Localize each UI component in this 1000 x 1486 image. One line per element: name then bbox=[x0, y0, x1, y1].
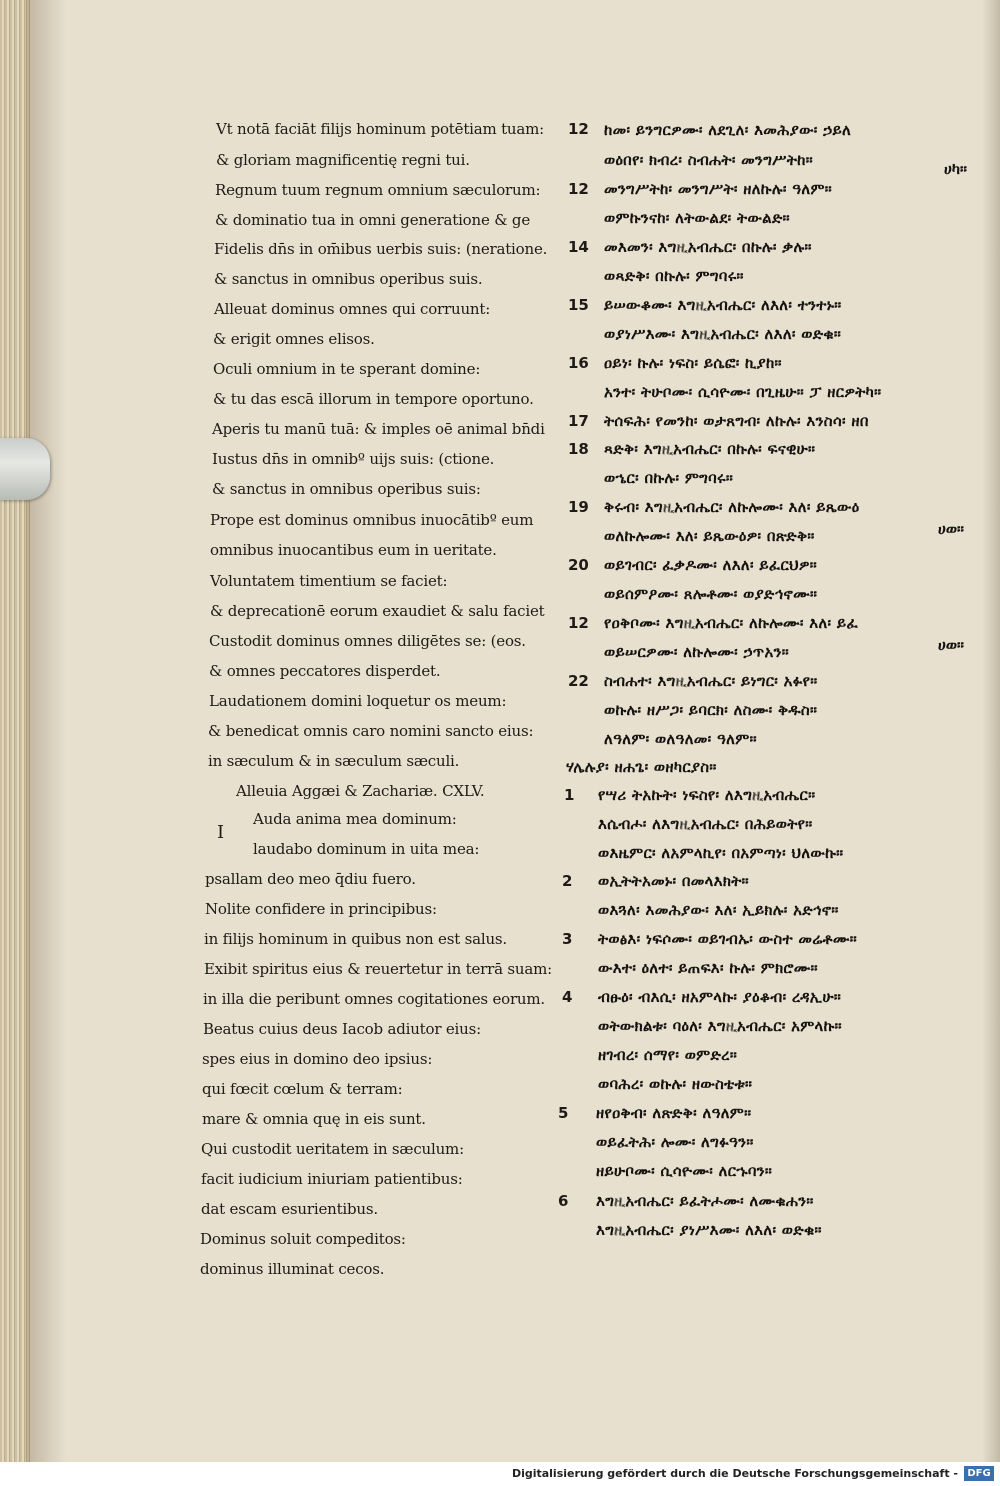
latin-line: in filijs hominum in quibus non est salus. bbox=[204, 930, 507, 948]
latin-line: & deprecationē eorum exaudiet & salu faciet bbox=[210, 602, 545, 620]
latin-line: spes eius in domino deo ipsius: bbox=[202, 1050, 433, 1068]
latin-line: & omnes peccatores disperdet. bbox=[209, 662, 441, 680]
verse-number: 12 bbox=[568, 180, 589, 198]
geez-line: ወይገብር፡ ፈቃዶሙ፡ ለእለ፡ ይፈርህዎ። bbox=[604, 556, 818, 574]
right-fold-shadow bbox=[982, 0, 1000, 1462]
geez-line: ትሰፍሕ፡ የመንከ፡ ወታጸግብ፡ ለኩሉ፡ እንስሳ፡ ዘበ bbox=[604, 412, 869, 430]
geez-side-note: ሀወ። bbox=[938, 520, 965, 538]
geez-line: ወይፈትሕ፡ ሎሙ፡ ለግፉዓን። bbox=[596, 1133, 754, 1151]
geez-line: ወምኩንናከ፡ ለትውልደ፡ ትውልድ። bbox=[604, 209, 790, 227]
geez-line: ወባሕረ፡ ወኩሉ፡ ዘውስቴቱ። bbox=[598, 1075, 753, 1093]
latin-line: Auda anima mea dominum: bbox=[253, 810, 457, 828]
geez-line: ቅሩብ፡ እግዚአብሔር፡ ለኩሎሙ፡ እለ፡ ይጼውዕ bbox=[604, 498, 860, 516]
latin-line: mare & omnia quę in eis sunt. bbox=[202, 1110, 426, 1128]
geez-line: ወያነሥእሙ፡ እግዚአብሔር፡ ለእለ፡ ወድቁ። bbox=[604, 325, 842, 343]
geez-line: ውእተ፡ ዕለተ፡ ይጠፍእ፡ ኩሉ፡ ምክሮሙ። bbox=[598, 959, 818, 977]
geez-line: ወኢትትአመኑ፡ በመላእክት። bbox=[598, 872, 749, 890]
geez-line: ጻድቅ፡ እግዚአብሔር፡ በኩሉ፡ ፍናዊሁ። bbox=[604, 440, 816, 458]
geez-line: ዘየዐቅብ፡ ለጽድቅ፡ ለዓለም። bbox=[596, 1104, 752, 1122]
geez-psalm-heading: ሃሌሉያ፡ ዘሐጌ፡ ወዘካርያስ። bbox=[566, 758, 717, 776]
geez-line: ወእጓለ፡ እመሕያው፡ እለ፡ ኢይክሉ፡ አድኅኖ። bbox=[598, 901, 839, 919]
latin-line: Oculi omnium in te sperant domine: bbox=[213, 360, 481, 378]
latin-line: Nolite confidere in principibus: bbox=[205, 900, 437, 918]
latin-line: Aperis tu manū tuā: & imples oē animal bn̄di bbox=[212, 420, 545, 438]
latin-line: & dominatio tua in omni generatione & ge bbox=[215, 211, 530, 229]
latin-line: dominus illuminat cecos. bbox=[200, 1260, 385, 1278]
latin-line: Prope est dominus omnibus inuocātibº eum bbox=[210, 511, 534, 529]
book-clip bbox=[0, 438, 50, 500]
latin-line: Custodit dominus omnes diligētes se: (eos. bbox=[209, 632, 526, 650]
latin-line: qui fœcit cœlum & terram: bbox=[202, 1080, 403, 1098]
latin-line: Vt notā faciāt filijs hominum potētiam tuam: bbox=[216, 120, 544, 138]
geez-line: ወዕበየ፡ ክብረ፡ ስብሐት፡ መንግሥትከ። bbox=[604, 151, 814, 169]
geez-line: ወእዜምር፡ ለአምላኪየ፡ በአምጣነ፡ ህለውኩ። bbox=[598, 844, 844, 862]
geez-line: ወይሠርዎሙ፡ ለኩሎሙ፡ ኃጥአን። bbox=[604, 643, 790, 661]
verse-number: 18 bbox=[568, 440, 589, 458]
geez-line: የዐቅቦሙ፡ እግዚአብሔር፡ ለኩሎሙ፡ እለ፡ ይፈ bbox=[604, 614, 859, 632]
latin-line: Laudationem domini loquetur os meum: bbox=[209, 692, 507, 710]
latin-line: Dominus soluit compeditos: bbox=[200, 1230, 406, 1248]
geez-line: እግዚአብሔር፡ ያነሥእሙ፡ ለእለ፡ ወድቁ። bbox=[596, 1221, 822, 1239]
verse-number: 4 bbox=[562, 988, 573, 1006]
latin-line: in illa die peribunt omnes cogitationes eorum. bbox=[203, 990, 545, 1008]
latin-line: & benedicat omnis caro nomini sancto eius: bbox=[208, 722, 534, 740]
latin-line: Beatus cuius deus Iacob adiutor eius: bbox=[203, 1020, 481, 1038]
geez-line: ስብሐተ፡ እግዚአብሔር፡ ይነግር፡ አፉየ። bbox=[604, 672, 818, 690]
latin-line: Iustus dn̄s in omnibº uijs suis: (ctione. bbox=[212, 450, 495, 468]
latin-line: in sæculum & in sæculum sæculi. bbox=[208, 752, 460, 770]
geez-line: ዘይሁቦሙ፡ ሲሳዮሙ፡ ለርኁባን። bbox=[596, 1162, 773, 1180]
dfg-logo: DFG bbox=[964, 1466, 994, 1481]
initial-letter: I bbox=[217, 822, 224, 843]
latin-line: & erigit omnes elisos. bbox=[213, 330, 375, 348]
geez-line: መእመን፡ እግዚአብሔር፡ በኩሉ፡ ቃሉ። bbox=[604, 238, 812, 256]
verse-number: 1 bbox=[564, 786, 575, 804]
geez-line: ወለኩሎሙ፡ እለ፡ ይጼውዕዎ፡ በጽድቅ። bbox=[604, 527, 815, 545]
latin-line: Fidelis dn̄s in om̄ibus uerbis suis: (neratione. bbox=[214, 240, 548, 258]
geez-side-note: ሀወ። bbox=[938, 636, 965, 654]
verse-number: 3 bbox=[562, 930, 573, 948]
geez-line: ወጻድቅ፡ በኩሉ፡ ምግባሩ። bbox=[604, 267, 744, 285]
geez-line: ወትውክልቱ፡ ባዕለ፡ እግዚአብሔር፡ አምላኩ። bbox=[598, 1017, 842, 1035]
verse-number: 22 bbox=[568, 672, 589, 690]
geez-line: ትወፅእ፡ ነፍሶሙ፡ ወይገብኡ፡ ውስተ መሬቶሙ። bbox=[598, 930, 857, 948]
geez-line: እሴብሖ፡ ለእግዚአብሔር፡ በሕይወትየ። bbox=[598, 815, 813, 833]
geez-line: ዘገብረ፡ ሰማየ፡ ወምድረ። bbox=[598, 1046, 738, 1064]
geez-line: ወኩሉ፡ ዘሥጋ፡ ይባርክ፡ ለስሙ፡ ቅዱስ። bbox=[604, 701, 818, 719]
gutter-shadow bbox=[26, 0, 66, 1462]
latin-line: Regnum tuum regnum omnium sæculorum: bbox=[215, 181, 541, 199]
psalm-heading: Alleuia Aggæi & Zachariæ. CXLV. bbox=[236, 782, 485, 800]
geez-line: እግዚአብሔር፡ ይፈትሖሙ፡ ለሙቁሐን። bbox=[596, 1192, 814, 1210]
verse-number: 12 bbox=[568, 120, 589, 138]
geez-line: የሣሪ ትአኩት፡ ነፍስየ፡ ለእግዚአብሔር። bbox=[598, 786, 816, 804]
geez-line: ለዓለም፡ ወለዓለመ፡ ዓለም። bbox=[604, 730, 757, 748]
latin-line: & sanctus in omnibus operibus suis. bbox=[214, 270, 483, 288]
footer-bar bbox=[0, 1462, 1000, 1486]
geez-line: ዐይነ፡ ኩሉ፡ ነፍስ፡ ይሴፎ፡ ኪያከ። bbox=[604, 354, 782, 372]
latin-line: laudabo dominum in uita mea: bbox=[253, 840, 480, 858]
verse-number: 2 bbox=[562, 872, 573, 890]
latin-line: facit iudicium iniuriam patientibus: bbox=[201, 1170, 463, 1188]
latin-line: Exibit spiritus eius & reuertetur in terrā suam: bbox=[204, 960, 552, 978]
geez-line: ከመ፡ ይንግርዎሙ፡ ለደጊለ፡ እመሕያው፡ ኃይለ bbox=[604, 121, 852, 139]
verse-number: 14 bbox=[568, 238, 589, 256]
latin-line: & tu das escā illorum in tempore oportuno. bbox=[213, 390, 534, 408]
verse-number: 20 bbox=[568, 556, 589, 574]
verse-number: 12 bbox=[568, 614, 589, 632]
verse-number: 5 bbox=[558, 1104, 569, 1122]
verse-number: 16 bbox=[568, 354, 589, 372]
verse-number: 15 bbox=[568, 296, 589, 314]
latin-line: Alleuat dominus omnes qui corruunt: bbox=[214, 300, 491, 318]
geez-line: መንግሥትከ፡ መንግሥት፡ ዘለኩሉ፡ ዓለም። bbox=[604, 180, 833, 198]
geez-side-note: ሀካ። bbox=[944, 160, 968, 178]
geez-line: ወኄር፡ በኩሉ፡ ምግባሩ። bbox=[604, 469, 734, 487]
geez-line: አንተ፡ ትሁቦሙ፡ ሲሳዮሙ፡ በጊዜሁ። ፓ ዘርዎትካ። bbox=[604, 383, 882, 401]
latin-line: dat escam esurientibus. bbox=[201, 1200, 378, 1218]
latin-line: & sanctus in omnibus operibus suis: bbox=[212, 480, 481, 498]
latin-line: omnibus inuocantibus eum in ueritate. bbox=[210, 541, 497, 559]
latin-line: & gloriam magnificentię regni tui. bbox=[216, 151, 470, 169]
verse-number: 17 bbox=[568, 412, 589, 430]
latin-line: Qui custodit ueritatem in sæculum: bbox=[201, 1140, 464, 1158]
latin-line: Voluntatem timentium se faciet: bbox=[210, 572, 448, 590]
latin-line: psallam deo meo q̄diu fuero. bbox=[205, 870, 416, 888]
footer-credit: Digitalisierung gefördert durch die Deutsche Forschungsgemeinschaft - bbox=[511, 1467, 958, 1480]
geez-line: ብፁዕ፡ ብእሲ፡ ዘአምላኩ፡ ያዕቆብ፡ ረዳኢሁ። bbox=[598, 988, 842, 1006]
geez-line: ወይሰምዖሙ፡ ጸሎቶሙ፡ ወያድኅኖሙ። bbox=[604, 585, 818, 603]
geez-line: ይሠውቆሙ፡ እግዚአብሔር፡ ለእለ፡ ተንተኑ። bbox=[604, 296, 842, 314]
verse-number: 6 bbox=[558, 1192, 569, 1210]
verse-number: 19 bbox=[568, 498, 589, 516]
